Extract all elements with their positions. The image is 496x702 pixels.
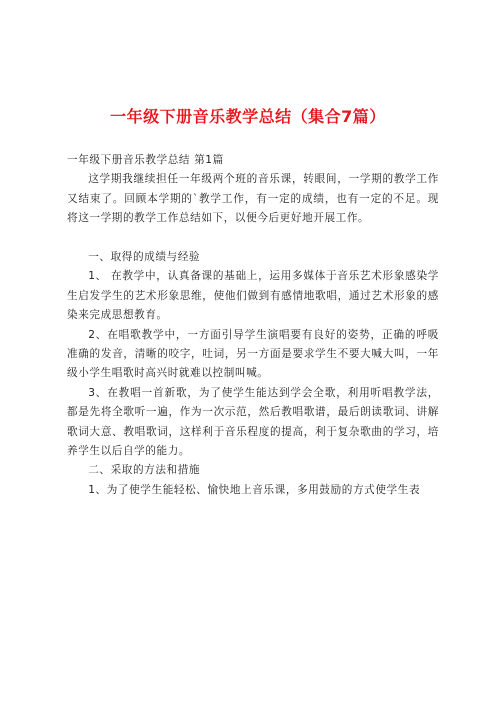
- paragraph-gap: [67, 229, 439, 248]
- document-title: 一年级下册音乐教学总结（集合7篇）: [110, 107, 386, 126]
- achievement-item-2: 2、在唱歌教学中，一方面引导学生演唱要有良好的姿势，正确的呼吸准确的发音，清晰的咬字，吐词，另一方面是要求学生不要大喊大叫，一年级小学生唱歌时高兴时就难以控制叫喊。: [67, 328, 439, 380]
- achievement-item-3: 3、在教唱一首新歌，为了使学生能达到学会全歌，利用听唱教学法，都是先将全歌听一遍，作为一次示范，然后教唱歌谱，最后朗读歌词、讲解歌词大意、教唱歌词，这样利于音乐程度的提高，利于复杂歌曲的学习，培养学生以后自学的能力。: [67, 386, 439, 458]
- document-body: [67, 151, 439, 500]
- achievement-item-1: 1、 在教学中，认真备课的基础上，运用多媒体于音乐艺术形象感染学生启发学生的艺术形象思维，使他们做到有感情地歌唱，通过艺术形象的感染来完成思想教育。: [67, 270, 439, 322]
- intro-paragraph: 这学期我继续担任一年级两个班的音乐课，转眼间，一学期的教学工作又结束了。回顾本学期的`教学工作，有一定的成绩，也有一定的不足。现将这一学期的教学工作总结如下，以便今后更好地开展工作。: [67, 173, 439, 225]
- method-item-1: 1、为了使学生能轻松、愉快地上音乐课，多用鼓励的方式使学生表: [88, 483, 421, 496]
- section-heading-methods: 二、采取的方法和措施: [88, 464, 201, 477]
- article-subtitle: 一年级下册音乐教学总结 第1篇: [67, 154, 224, 166]
- section-heading-achievements: 一、取得的成绩与经验: [88, 251, 201, 264]
